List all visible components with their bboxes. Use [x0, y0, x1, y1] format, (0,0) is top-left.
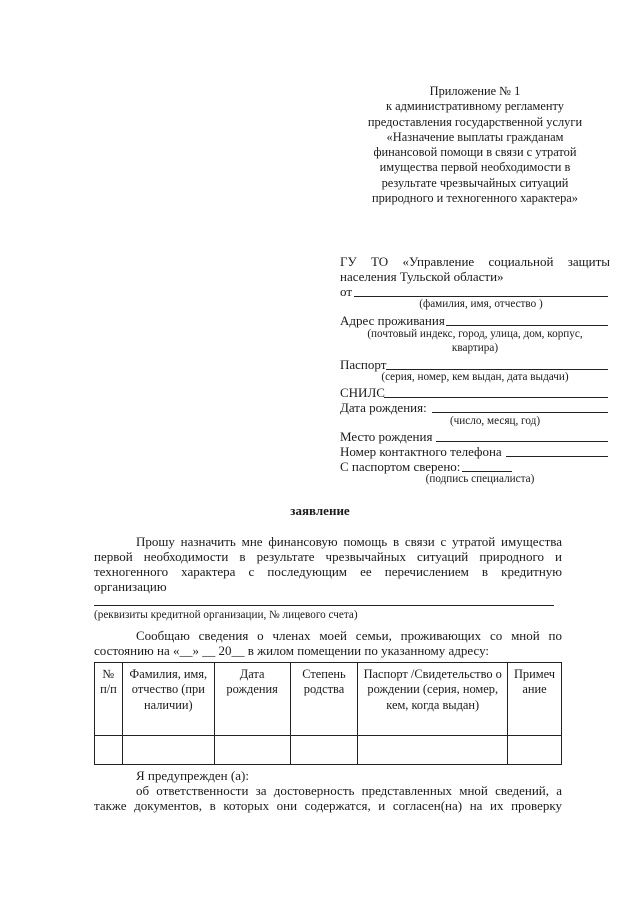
addressee-line-1 [340, 254, 610, 270]
addressee-word: социальной [488, 254, 554, 269]
column-header-number: № п/п [95, 663, 123, 736]
table-header-row [95, 663, 562, 736]
addressee-word: защиты [567, 254, 610, 269]
appendix-line: результате чрезвычайных ситуаций [381, 175, 569, 190]
address-hint-2: квартира) [451, 342, 499, 354]
from-label: от [340, 284, 353, 299]
phone-label: Номер контактного телефона [340, 444, 502, 459]
column-header-note: Примеч ание [508, 663, 562, 736]
table-cell[interactable] [358, 736, 508, 765]
table-cell[interactable] [508, 736, 562, 765]
verified-hint: (подпись специалиста) [425, 473, 535, 485]
addressee-word: ТО [371, 254, 389, 269]
request-line-2: первой необходимости в результате чрезвычайных ситуаций природного и [94, 549, 562, 564]
bank-details-field[interactable] [94, 592, 554, 606]
appendix-line: «Назначение выплаты гражданам [386, 129, 564, 144]
table-cell[interactable] [214, 736, 290, 765]
family-line-2: состоянию на «__» __ 20__ в жилом помещении по указанному адресу: [94, 643, 490, 658]
bank-details-hint: (реквизиты кредитной организации, № лицевого счета) [94, 609, 358, 621]
family-members-table [94, 662, 562, 765]
warning-line-2: об ответственности за достоверность представленных мной сведений, а [136, 783, 562, 798]
specialist-signature-field[interactable] [462, 458, 512, 472]
from-field[interactable] [354, 283, 608, 297]
snils-label: СНИЛС [340, 385, 385, 400]
document-title: заявление [290, 503, 350, 518]
appendix-line: природного и техногенного характера» [371, 191, 579, 206]
appendix-line: к административному регламенту [386, 99, 564, 114]
table-cell[interactable] [122, 736, 214, 765]
birth-date-label: Дата рождения: [340, 400, 427, 415]
column-header-relationship: Степень родства [290, 663, 358, 736]
appendix-header [340, 84, 610, 206]
address-hint-1: (почтовый индекс, город, улица, дом, корпус, [367, 328, 583, 340]
addressee-word: ГУ [340, 254, 357, 269]
birth-date-hint: (число, месяц, год) [449, 415, 541, 427]
address-field[interactable] [446, 312, 608, 326]
table-cell[interactable] [95, 736, 123, 765]
column-header-full-name: Фамилия, имя, отчество (при наличии) [122, 663, 214, 736]
birth-place-label: Место рождения [340, 429, 433, 444]
passport-hint: (серия, номер, кем выдан, дата выдачи) [381, 371, 569, 383]
from-hint: (фамилия, имя, отчество ) [419, 298, 543, 310]
passport-label: Паспорт [340, 357, 387, 372]
column-header-document: Паспорт /Свидетельство о рождении (серия, номер, кем, когда выдан) [358, 663, 508, 736]
addressee-word: «Управление [402, 254, 475, 269]
appendix-line: предоставления государственной услуги [367, 114, 583, 129]
addressee-line-2: населения Тульской области» [340, 269, 504, 284]
column-header-birth-date: Дата рождения [214, 663, 290, 736]
table-cell[interactable] [290, 736, 358, 765]
passport-field[interactable] [386, 356, 608, 370]
warning-line-3: также документов, в которых они содержатся, и согласен(на) на их проверку [94, 798, 562, 813]
request-line-3: техногенного характера с последующим ее перечислением в кредитную [94, 564, 562, 579]
appendix-line: финансовой помощи в связи с утратой [373, 145, 577, 160]
appendix-line: имущества первой необходимости в [379, 160, 571, 175]
table-row [95, 736, 562, 765]
verified-label: С паспортом сверено: [340, 459, 461, 474]
request-line-1: Прошу назначить мне финансовую помощь в связи с утратой имущества [136, 534, 562, 549]
birth-date-field[interactable] [432, 399, 608, 413]
family-line-1: Сообщаю сведения о членах моей семьи, проживающих со мной по [136, 628, 562, 643]
warning-line-1: Я предупрежден (а): [136, 768, 249, 783]
appendix-line: Приложение № 1 [429, 84, 521, 98]
snils-field[interactable] [384, 384, 608, 398]
birth-place-field[interactable] [436, 428, 608, 442]
request-line-4: организацию [94, 579, 167, 594]
address-label: Адрес проживания [340, 313, 445, 328]
phone-field[interactable] [506, 443, 608, 457]
